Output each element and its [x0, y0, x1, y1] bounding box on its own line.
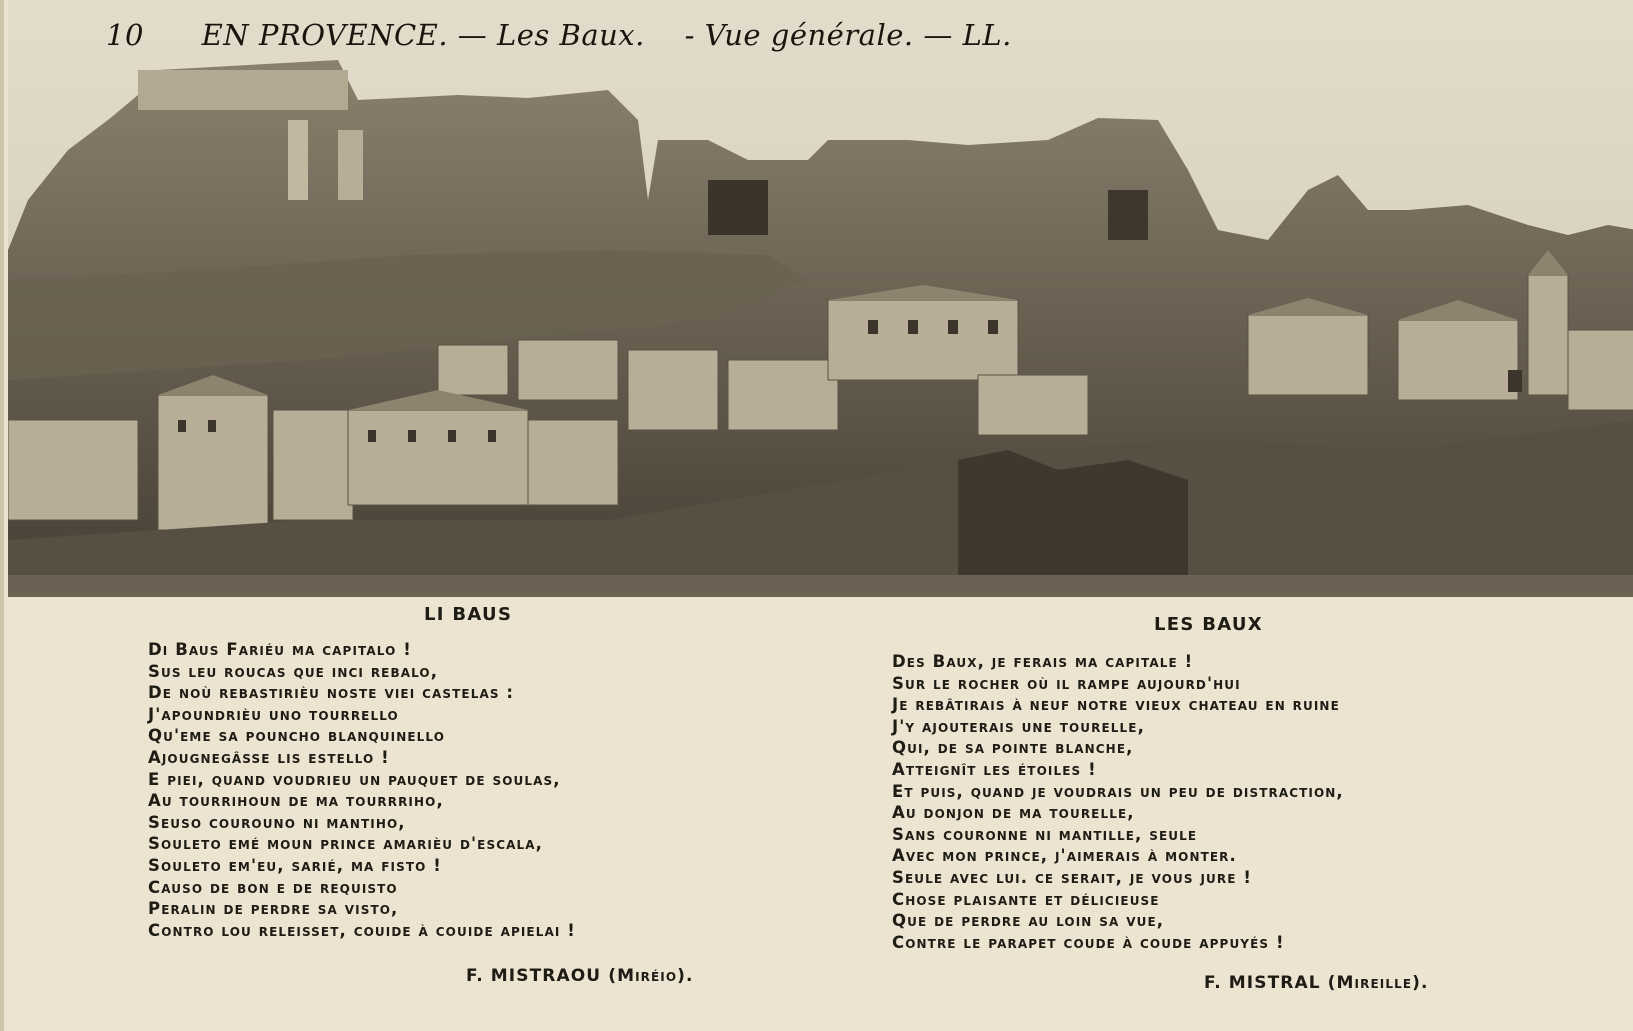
- caption-view: - Vue générale. — LL.: [684, 18, 1012, 52]
- poem-line: Contre le parapet coude à coude appuyés !: [892, 932, 1285, 952]
- poem-line: Causo de bon e de requisto: [148, 877, 398, 897]
- poem-line: Au donjon de ma tourelle,: [892, 803, 1135, 823]
- french-poem-lines: [892, 651, 1542, 953]
- poem-line: Et puis, quand je voudrais un peu de distraction,: [892, 781, 1344, 801]
- poem-line: J'y ajouterais une tourelle,: [892, 716, 1145, 736]
- poem-line: De noù rebastirièu noste viei castelas :: [148, 683, 515, 703]
- photo-caption: [106, 18, 1012, 52]
- provencal-poem-lines: [148, 639, 768, 941]
- poem-line: Seuso courouno ni mantiho,: [148, 812, 406, 832]
- poem-line: Je rebâtirais à neuf notre vieux chateau en ruine: [892, 695, 1340, 715]
- poem-line: Chose plaisante et délicieuse: [892, 889, 1160, 909]
- poem-line: Atteignît les étoiles !: [892, 759, 1097, 779]
- poem-line: Avec mon prince, j'aimerais à monter.: [892, 846, 1237, 866]
- poem-line: Peralin de perdre sa visto,: [148, 899, 399, 919]
- french-poem: [892, 614, 1542, 993]
- poem-line: Souleto emé moun prince amarièu d'escala,: [148, 834, 544, 854]
- card-number: 10: [106, 18, 144, 52]
- poem-line: Au tourrihoun de ma tourrriho,: [148, 791, 444, 811]
- poem-line: Contro lou releisset, couide à couide apielai !: [148, 920, 576, 940]
- poem-line: Souleto em'eu, sarié, ma fisto !: [148, 855, 442, 875]
- landscape-illustration: [8, 0, 1633, 597]
- poem-line: Sans couronne ni mantille, seule: [892, 824, 1198, 844]
- french-poem-author: F. MISTRAL (Mireille).: [1204, 973, 1429, 993]
- poem-line: E piei, quand voudrieu un pauquet de soulas,: [148, 769, 561, 789]
- provencal-poem: [148, 604, 768, 986]
- poem-line: Di Baus Fariéu ma capitalo !: [148, 640, 412, 659]
- french-poem-title: LES BAUX: [1154, 614, 1263, 635]
- poem-line: J'apoundrièu uno tourrello: [148, 704, 399, 724]
- poem-line: Sus leu roucas que inci rebalo,: [148, 661, 439, 681]
- caption-region: EN PROVENCE. — Les Baux.: [201, 18, 645, 52]
- poem-line: Que de perdre au loin sa vue,: [892, 911, 1165, 931]
- poem-line: Qui, de sa pointe blanche,: [892, 738, 1134, 758]
- poem-line: Seule avec lui. ce serait, je vous jure !: [892, 867, 1252, 887]
- village-photograph: [8, 0, 1633, 597]
- provencal-poem-title: LI BAUS: [424, 604, 513, 625]
- poem-line: Sur le rocher où il rampe aujourd'hui: [892, 673, 1241, 693]
- poem-line: Ajougnegâsse lis estello !: [148, 747, 390, 767]
- provencal-poem-author: F. MISTRAOU (Miréio).: [466, 966, 694, 986]
- poem-line: Des Baux, je ferais ma capitale !: [892, 652, 1194, 671]
- poem-line: Qu'eme sa pouncho blanquinello: [148, 726, 445, 746]
